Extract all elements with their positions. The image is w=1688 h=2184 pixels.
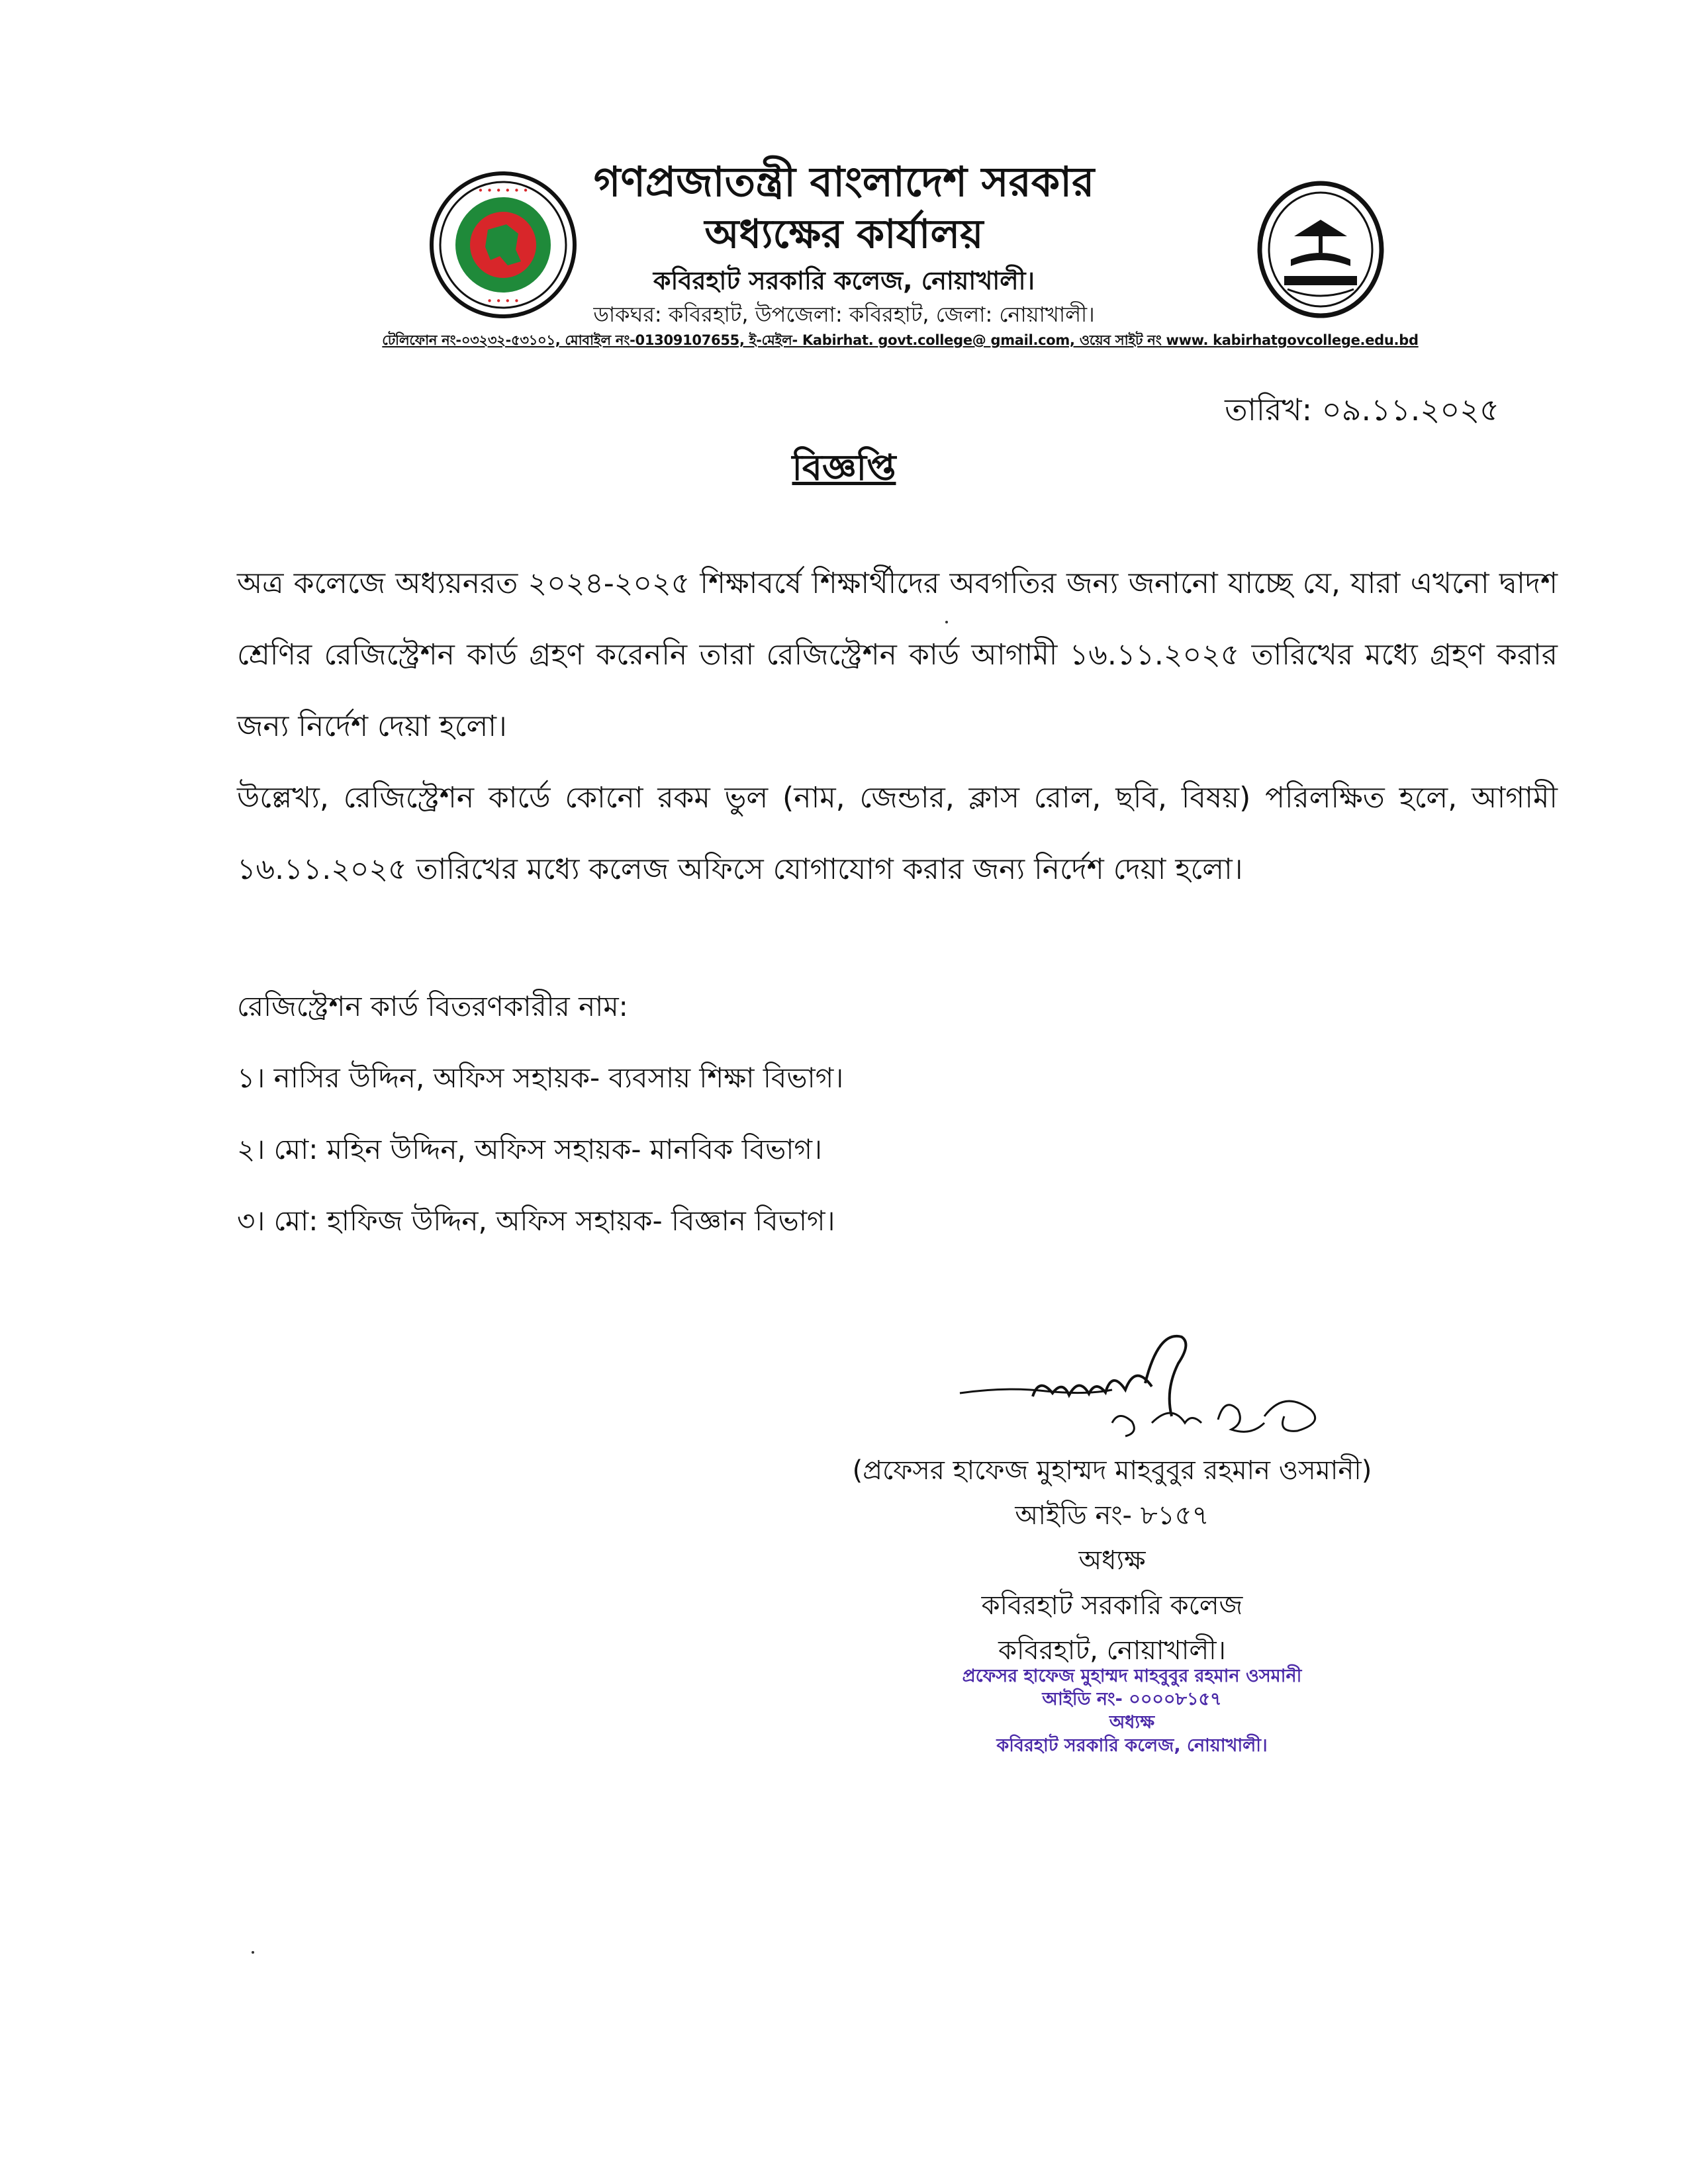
notice-title: বিজ্ঞপ্তি xyxy=(792,447,896,488)
signatory-location: কবিরহাট, নোয়াখালী। xyxy=(998,1635,1226,1666)
list-item: ৩। মো: হাফিজ উদ্দিন, অফিস সহায়ক- বিজ্ঞান বিভাগ। xyxy=(237,1205,835,1237)
stamp-id: আইডি নং- ০০০০৮১৫৭ xyxy=(1042,1689,1222,1709)
contact-line: টেলিফোন নং-০৩২৩২-৫৩১০১, মোবাইল নং-01309107655, ই-মেইল- Kabirhat. govt.college@ gmail.com, ওয়েব সাইট নং www. kabirhatgovcollege.edu.bd xyxy=(382,332,1419,348)
svg-text:• • • •: • • • • xyxy=(487,295,520,307)
signature-image xyxy=(953,1324,1364,1456)
stamp-college: কবিরহাট সরকারি কলেজ, নোয়াখালী। xyxy=(996,1735,1268,1756)
scan-speck xyxy=(945,621,948,623)
stamp-name: প্রফেসর হাফেজ মুহাম্মদ মাহবুবুর রহমান ওসমানী xyxy=(962,1666,1302,1686)
distributors-list xyxy=(237,1042,843,1257)
signatory-designation: অধ্যক্ষ xyxy=(1078,1545,1146,1576)
signatory-id: আইডি নং- ৮১৫৭ xyxy=(1015,1500,1209,1531)
list-item: ২। মো: মহিন উদ্দিন, অফিস সহায়ক- মানবিক বিভাগ। xyxy=(237,1133,823,1165)
signatory-block xyxy=(781,1448,1443,1673)
notice-paragraph-2: উল্লেখ্য, রেজিস্ট্রেশন কার্ডে কোনো রকম ভুল (নাম, জেন্ডার, ক্লাস রোল, ছবি, বিষয়) পরিলক্ষিত হলে, আগামী ১৬.১১.২০২৫ তারিখের মধ্যে কলেজ অফিসে যোগাযোগ করার জন্য নির্দেশ দেয়া হলো। xyxy=(237,781,1558,886)
svg-text:• • • • • •: • • • • • • xyxy=(477,185,529,197)
notice-date: তারিখ: ০৯.১১.২০২৫ xyxy=(1225,392,1499,428)
scan-speck xyxy=(252,1951,254,1954)
postal-address: ডাকঘর: কবিরহাট, উপজেলা: কবিরহাট, জেলা: নোয়াখালী। xyxy=(593,302,1095,327)
office-title: অধ্যক্ষের কার্যালয় xyxy=(704,211,984,257)
notice-paragraph-1: অত্র কলেজে অধ্যয়নরত ২০২৪-২০২৫ শিক্ষাবর্ষে শিক্ষার্থীদের অবগতির জন্য জনানো যাচ্ছে যে, যারা এখনো দ্বাদশ শ্রেণির রেজিস্ট্রেশন কার্ড গ্রহণ করেননি তারা রেজিস্ট্রেশন কার্ড আগামী ১৬.১১.২০২৫ তারিখের মধ্যে গ্রহণ করার জন্য নির্দেশ দেয়া হলো। xyxy=(237,567,1558,743)
stamp-designation: অধ্যক্ষ xyxy=(1109,1712,1155,1733)
notice-body xyxy=(237,548,1558,905)
college-name: কবিরহাট সরকারি কলেজ, নোয়াখালী। xyxy=(653,266,1035,295)
signatory-name: (প্রফেসর হাফেজ মুহাম্মদ মাহবুবুর রহমান ওসমানী) xyxy=(852,1455,1372,1486)
official-stamp xyxy=(914,1664,1350,1757)
distributors-heading: রেজিস্ট্রেশন কার্ড বিতরণকারীর নাম: xyxy=(237,990,628,1023)
government-title: গণপ্রজাতন্ত্রী বাংলাদেশ সরকার xyxy=(593,158,1095,206)
list-item: ১। নাসির উদ্দিন, অফিস সহায়ক- ব্যবসায় শিক্ষা বিভাগ। xyxy=(237,1062,844,1094)
signatory-college: কবিরহাট সরকারি কলেজ xyxy=(981,1590,1243,1621)
